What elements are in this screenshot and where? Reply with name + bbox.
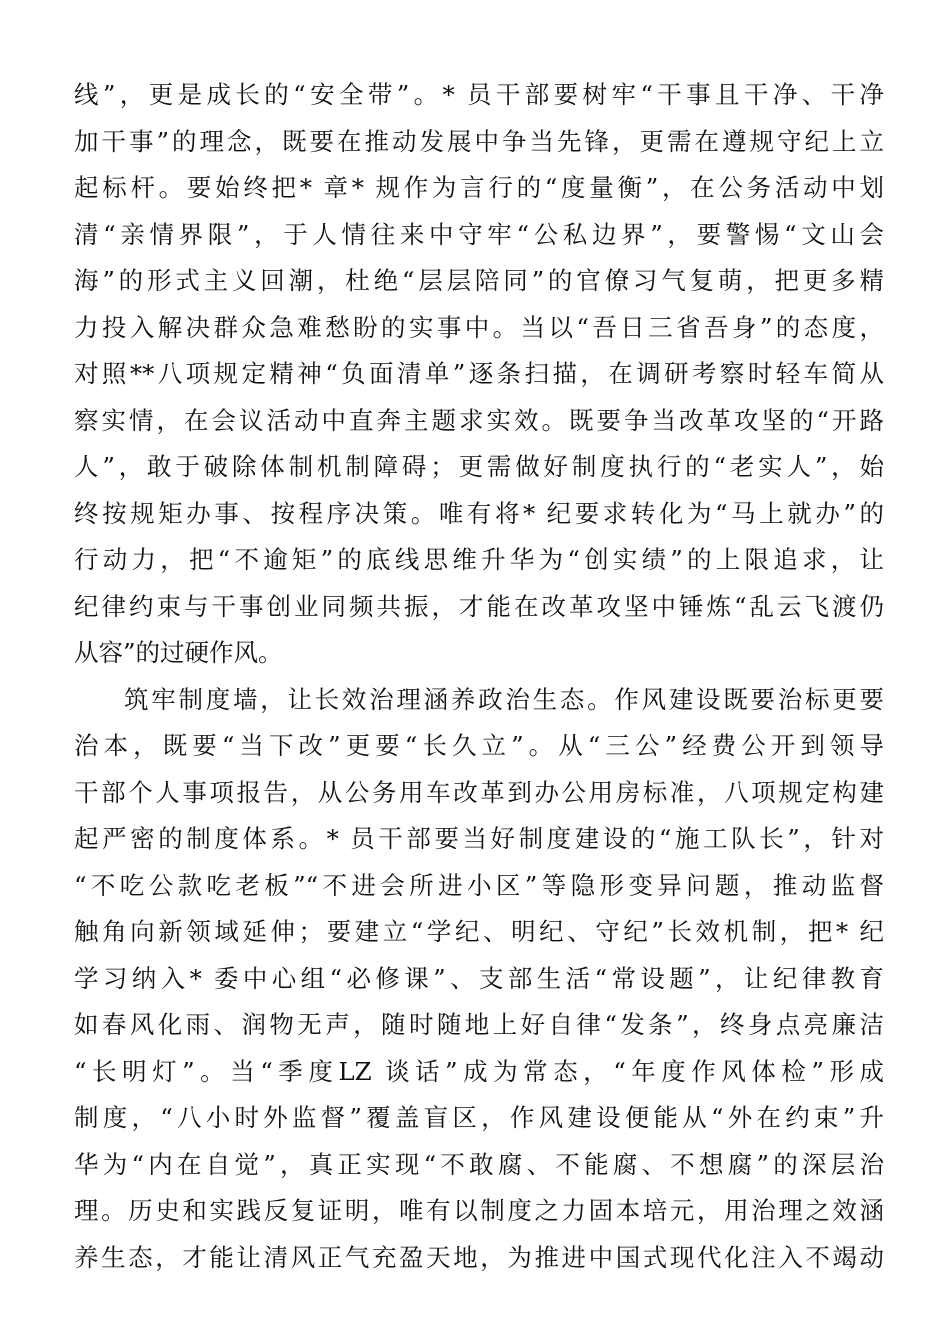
text-line: 理。历史和实践反复证明，唯有以制度之力固本培元，用治理之效涵 (74, 1196, 884, 1225)
text-line: “不吃公款吃老板”“不进会所进小区”等隐形变异问题，推动监督 (74, 870, 884, 900)
text-line: 筑牢制度墙，让长效治理涵养政治生态。作风建设既要治标更要 (124, 684, 884, 714)
text-line: “长明灯”。当“季度LZ 谈话”成为常态，“年度作风体检”形成 (74, 1056, 884, 1086)
text-line: 清“亲情界限”，于人情往来中守牢“公私边界”，要警惕“文山会 (74, 219, 884, 249)
text-line: 终按规矩办事、按程序决策。唯有将* 纪要求转化为“马上就办”的 (74, 498, 884, 528)
document-body (74, 72, 884, 1281)
text-line: 人”，敢于破除体制机制障碍；更需做好制度执行的“老实人”，始 (74, 452, 884, 481)
text-line: 华为“内在自觉”，真正实现“不敢腐、不能腐、不想腐”的深层治 (74, 1149, 884, 1179)
text-line: 起标杆。要始终把* 章* 规作为言行的“度量衡”，在公务活动中划 (74, 173, 884, 202)
text-line: 行动力，把“不逾矩”的底线思维升华为“创实绩”的上限追求，让 (74, 545, 884, 574)
text-line: 起严密的制度体系。* 员干部要当好制度建设的“施工队长”，针对 (74, 824, 884, 853)
text-line: 学习纳入* 委中心组“必修课”、支部生活“常设题”，让纪律教育 (74, 963, 884, 993)
text-line: 从容”的过硬作风。 (74, 638, 283, 667)
text-line: 察实情，在会议活动中直奔主题求实效。既要争当改革攻坚的“开路 (74, 405, 884, 435)
text-line: 海”的形式主义回潮，杜绝“层层陪同”的官僚习气复萌，把更多精 (74, 266, 884, 295)
text-line: 线”，更是成长的“安全带”。* 员干部要树牢“干事且干净、干净 (74, 80, 884, 109)
text-line: 养生态，才能让清风正气充盈天地，为推进中国式现代化注入不竭动 (74, 1242, 884, 1272)
text-line: 对照**八项规定精神“负面清单”逐条扫描，在调研考察时轻车简从 (74, 359, 884, 388)
text-line: 如春风化雨、润物无声，随时随地上好自律“发条”，终身点亮廉洁 (74, 1010, 884, 1039)
text-line: 力投入解决群众急难愁盼的实事中。当以“吾日三省吾身”的态度， (74, 312, 884, 342)
text-line: 干部个人事项报告，从公务用车改革到办公用房标准，八项规定构建 (74, 777, 884, 807)
paragraph-2 (74, 677, 884, 1282)
text-line: 纪律约束与干事创业同频共振，才能在改革攻坚中锤炼“乱云飞渡仍 (74, 591, 884, 621)
text-line: 治本，既要“当下改”更要“长久立”。从“三公”经费公开到领导 (74, 731, 884, 760)
text-line: 触角向新领域延伸；要建立“学纪、明纪、守纪”长效机制，把* 纪 (74, 917, 884, 946)
text-line: 加干事”的理念，既要在推动发展中争当先锋，更需在遵规守纪上立 (74, 126, 884, 156)
paragraph-1 (74, 72, 884, 677)
text-line: 制度，“八小时外监督”覆盖盲区，作风建设便能从“外在约束”升 (74, 1103, 884, 1132)
